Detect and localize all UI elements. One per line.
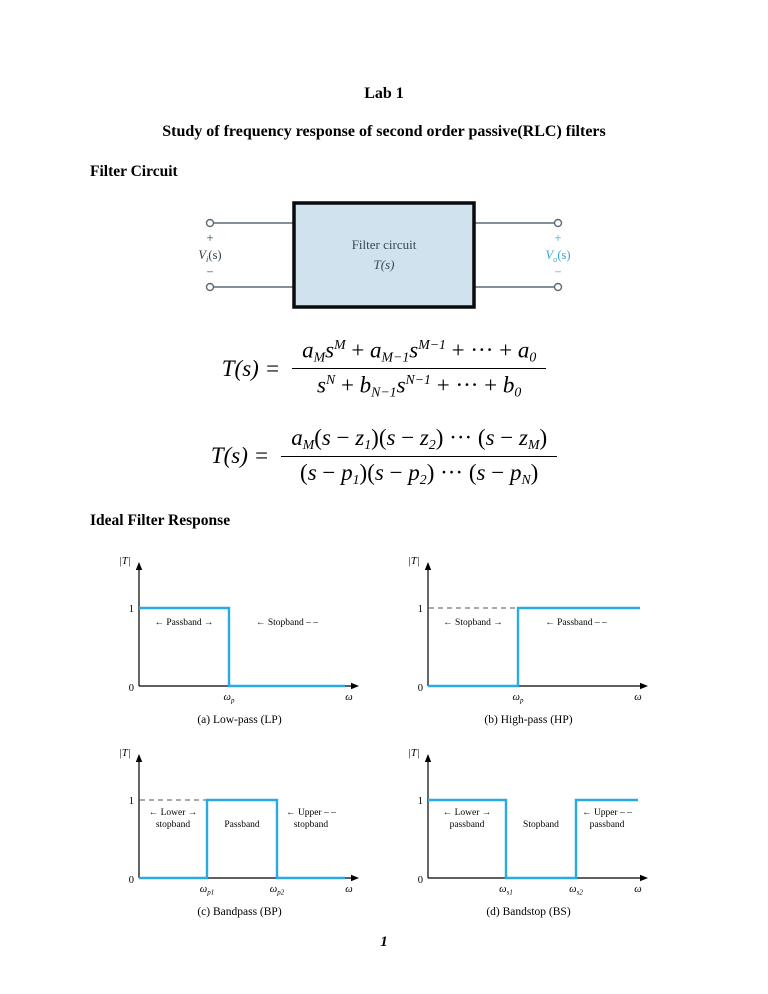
output-terminal-top-icon	[555, 220, 562, 227]
input-minus-sign: −	[206, 265, 214, 279]
plot-caption-low-pass: (a) Low-pass (LP)	[197, 714, 282, 727]
x-axis-arrow-icon	[640, 683, 648, 689]
stopband-annotation: ← Stopband →	[443, 618, 503, 629]
filter-box-label-line1: Filter circuit	[351, 237, 417, 252]
stopband-annotation: Stopband	[523, 820, 559, 831]
x-axis-label-omega: ω	[345, 884, 353, 896]
plot-low-pass-canvas	[107, 546, 372, 706]
filter-box	[294, 203, 474, 307]
equation-numerator: $a_Ms^M + a_{M-1}s^{M-1}$ + ··· + $a_0$	[292, 337, 546, 369]
equation-numerator: $a_M(s - z_1)(s - z_2)$ ··· $(s - z_M)$	[281, 425, 557, 457]
lower-stopband-annotation-line1: ← Lower →	[148, 808, 198, 819]
output-voltage-label: $V_o(s)$	[545, 248, 571, 264]
passband-annotation: ← Passband – –	[545, 618, 607, 629]
plot-caption-bandpass: (c) Bandpass (BP)	[197, 906, 282, 919]
y-axis-label: |T|	[119, 556, 131, 568]
plot-bandpass-canvas	[107, 738, 372, 898]
tick-one: 1	[417, 604, 423, 616]
plot-high-pass	[396, 546, 661, 726]
y-axis-arrow-icon	[425, 562, 431, 570]
lower-passband-annotation-line2: passband	[449, 820, 485, 831]
tick-one: 1	[417, 796, 423, 808]
tick-zero: 0	[128, 683, 134, 695]
upper-passband-annotation-line1: ← Upper – –	[582, 808, 632, 819]
filter-circuit-figure	[90, 195, 678, 315]
filter-circuit-diagram	[174, 195, 594, 315]
input-voltage-label: $V_i(s)$	[198, 248, 222, 264]
plot-caption-high-pass: (b) High-pass (HP)	[484, 714, 573, 727]
doc-subtitle: Study of frequency response of second order passive(RLC) filters	[162, 123, 606, 140]
x-axis-arrow-icon	[351, 683, 359, 689]
plot-low-pass	[107, 546, 372, 726]
input-plus-sign: +	[206, 231, 214, 245]
equation-lhs: T(s) =	[221, 355, 281, 381]
x-axis-arrow-icon	[640, 875, 648, 881]
y-axis-arrow-icon	[136, 754, 142, 762]
plot-bandstop	[396, 738, 661, 918]
equation-transfer-function-factored	[90, 425, 678, 488]
plot-bandpass	[107, 738, 372, 918]
ideal-response-plots	[90, 546, 678, 918]
output-minus-sign: −	[554, 265, 562, 279]
x-axis-arrow-icon	[351, 875, 359, 881]
tick-zero: 0	[128, 875, 134, 887]
x-axis-label-omega: ω	[345, 692, 353, 704]
y-axis-arrow-icon	[136, 562, 142, 570]
tick-omega-p2: $\omega_{p2}$	[269, 884, 285, 897]
tick-omega-s1: $\omega_{s1}$	[499, 884, 513, 897]
upper-stopband-annotation-line2: stopband	[293, 820, 329, 831]
section-heading-ideal-filter-response: Ideal Filter Response	[90, 512, 231, 530]
lower-stopband-annotation-line2: stopband	[155, 820, 191, 831]
tick-zero: 0	[417, 875, 423, 887]
plot-high-pass-canvas	[396, 546, 661, 706]
equation-denominator: $s^N + b_{N-1}s^{N-1}$ + ··· + $b_0$	[317, 372, 522, 400]
input-signal-label	[198, 231, 221, 279]
page-number: 1	[380, 934, 388, 951]
equation-fraction	[281, 425, 557, 488]
x-axis-label-omega: ω	[634, 884, 642, 896]
tick-omega-p1: $\omega_{p1}$	[199, 884, 215, 897]
passband-annotation: ← Passband →	[154, 618, 214, 629]
upper-stopband-annotation-line1: ← Upper – –	[286, 808, 336, 819]
tick-zero: 0	[417, 683, 423, 695]
tick-omega-p: $\omega_p$	[223, 692, 235, 705]
output-signal-label	[545, 231, 570, 279]
input-terminal-top-icon	[207, 220, 214, 227]
tick-omega-s2: $\omega_{s2}$	[569, 884, 583, 897]
passband-annotation: Passband	[224, 820, 260, 831]
filter-box-label-line2: T(s)	[373, 257, 395, 272]
equation-denominator: $(s - p_1)(s - p_2)$ ··· $(s - p_N)$	[300, 459, 539, 488]
y-axis-label: |T|	[119, 748, 131, 760]
y-axis-label: |T|	[408, 556, 420, 568]
equation-fraction	[292, 337, 546, 401]
doc-title: Lab 1	[364, 85, 404, 102]
stopband-annotation: ← Stopband – –	[255, 618, 319, 629]
tick-omega-p: $\omega_p$	[512, 692, 524, 705]
y-axis-arrow-icon	[425, 754, 431, 762]
x-axis-label-omega: ω	[634, 692, 642, 704]
y-axis-label: |T|	[408, 748, 420, 760]
section-heading-filter-circuit: Filter Circuit	[90, 163, 178, 180]
tick-one: 1	[128, 604, 134, 616]
upper-passband-annotation-line2: passband	[589, 820, 625, 831]
output-terminal-bottom-icon	[555, 284, 562, 291]
output-plus-sign: +	[554, 231, 562, 245]
equation-transfer-function-polynomial	[90, 337, 678, 401]
tick-one: 1	[128, 796, 134, 808]
equation-lhs: T(s) =	[210, 443, 270, 469]
input-terminal-bottom-icon	[207, 284, 214, 291]
plot-caption-bandstop: (d) Bandstop (BS)	[486, 906, 571, 919]
plot-bandstop-canvas	[396, 738, 661, 898]
lower-passband-annotation-line1: ← Lower →	[442, 808, 492, 819]
